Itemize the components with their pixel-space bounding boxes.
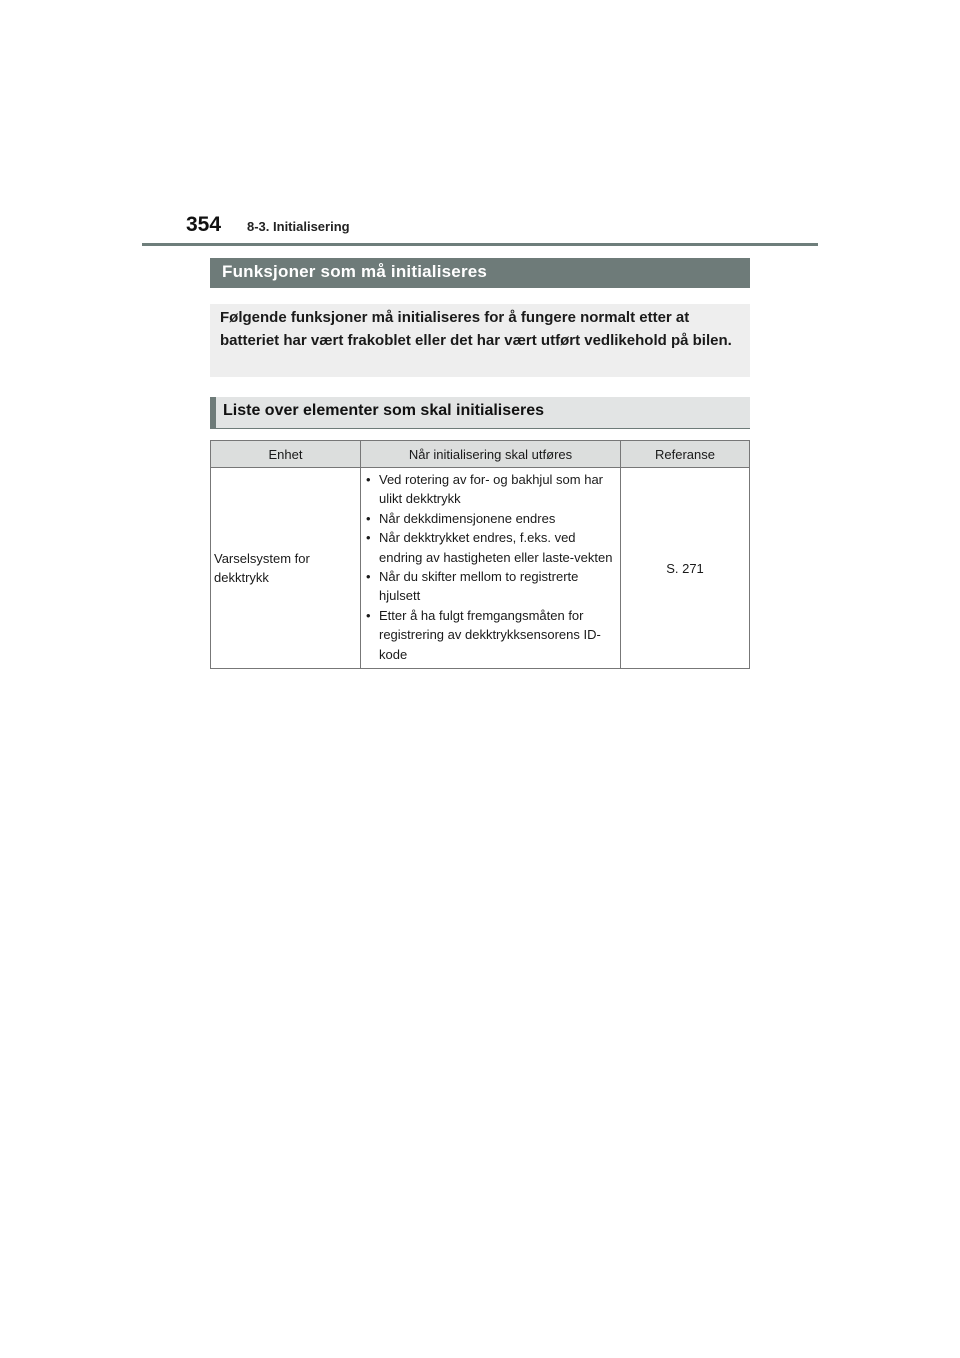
section-title: 8-3. Initialisering xyxy=(247,219,350,234)
condition-list xyxy=(365,470,616,664)
list-item: • Når dekkdimensjonene endres xyxy=(365,509,616,528)
list-item: • Når dekktrykket endres, f.eks. ved endring av hastigheten eller laste-vekten xyxy=(365,528,616,567)
list-heading: Liste over elementer som skal initialiseres xyxy=(210,397,750,429)
unit-cell: Varselsystem for dekktrykk xyxy=(211,468,361,669)
intro-paragraph: Følgende funksjoner må initialiseres for å fungere normalt etter at batteriet har vært frakoblet eller det har vært utført vedlikehold på bilen. xyxy=(210,304,750,377)
list-item: • Når du skifter mellom to registrerte hjulsett xyxy=(365,567,616,606)
when-cell xyxy=(361,468,621,669)
column-header-when: Når initialisering skal utføres xyxy=(361,441,621,468)
list-item: • Etter å ha fulgt fremgangsmåten for registrering av dekktrykksensorens ID-kode xyxy=(365,606,616,664)
page-number: 354 xyxy=(186,213,222,236)
column-header-unit: Enhet xyxy=(211,441,361,468)
reference-cell: S. 271 xyxy=(621,468,750,669)
table-header-row xyxy=(211,441,750,468)
section-banner: Funksjoner som må initialiseres xyxy=(210,258,750,288)
header-divider xyxy=(142,243,818,246)
column-header-reference: Referanse xyxy=(621,441,750,468)
initialization-table xyxy=(210,440,750,669)
table-row xyxy=(211,468,750,669)
list-item: • Ved rotering av for- og bakhjul som har ulikt dekktrykk xyxy=(365,470,616,509)
